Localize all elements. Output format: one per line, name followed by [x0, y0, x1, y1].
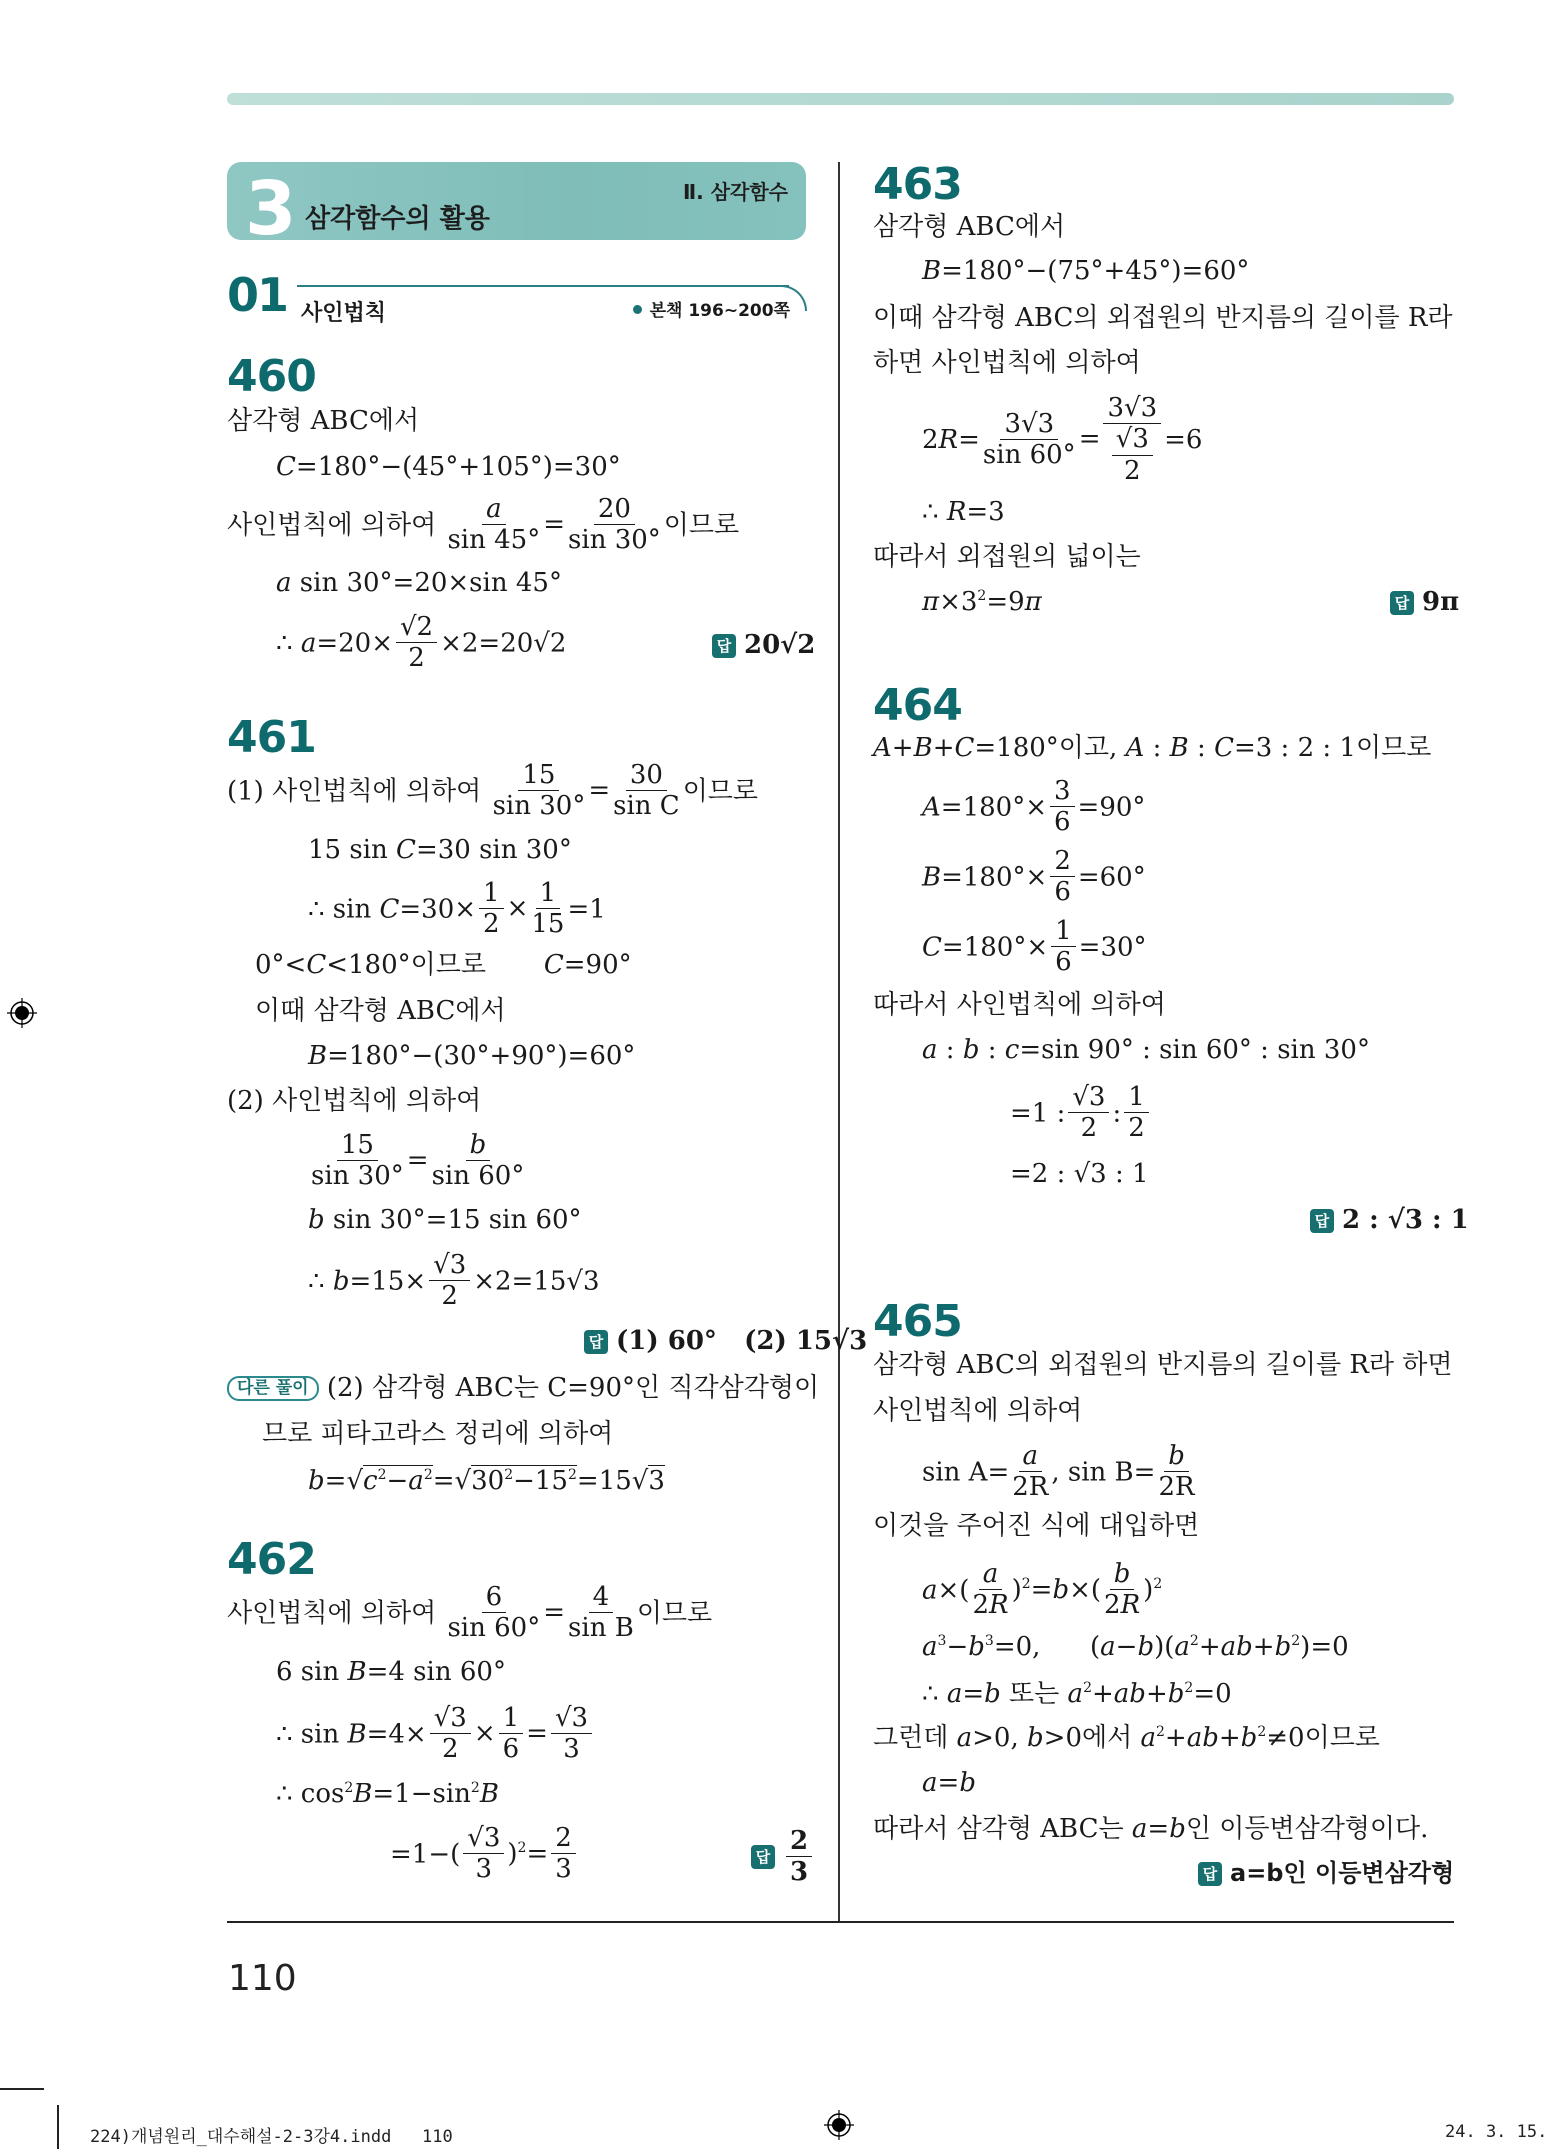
solution-line: 사인법칙에 의하여	[873, 1396, 1083, 1426]
answer-badge: 답	[1390, 591, 1414, 615]
solution-line: 삼각형 ABC에서	[227, 406, 420, 436]
solution-line: ∴ sin C=30× $\frac{1}{2}$ × $\frac{1}{15}$ =1	[308, 878, 606, 940]
solution-line: ∴ sin B=4× $\frac{√3}{2}$ × $\frac{1}{6}$ = $\frac{√3}{3}$	[276, 1705, 595, 1764]
section-rule	[297, 285, 789, 287]
solution-line: 15 sin C=30 sin 30°	[308, 835, 572, 865]
answer-badge: 답	[1198, 1862, 1222, 1886]
answer-464: 답 2 : √3 : 1	[1310, 1207, 1469, 1233]
problem-number-461: 461	[227, 712, 316, 763]
problem-number-464: 464	[873, 680, 962, 731]
chapter-title: 삼각함수의 활용	[305, 204, 490, 234]
solution-line: b sin 30°=15 sin 60°	[308, 1205, 582, 1235]
solution-line: 사인법칙에 의하여 $\frac{a}{\sin 45^\circ}$ = $\frac{20}{\sin 30^\circ}$ 이므로	[227, 494, 740, 556]
top-decorative-bar	[227, 93, 1454, 105]
solution-line: ∴ a=20× $\frac{√2}{2}$ ×2=20√2	[276, 612, 567, 674]
answer-463: 답 9π	[1390, 589, 1459, 615]
solution-line: $b=√c^2-a^2=√30^2-15^2=15√3$	[308, 1466, 665, 1496]
footer-date: 24. 3. 15.	[1445, 2122, 1548, 2142]
solution-line: (2) 사인법칙에 의하여	[227, 1086, 482, 1116]
part-label: Ⅱ. 삼각함수	[682, 180, 788, 204]
solution-line: ∴ b=15× $\frac{√3}{2}$ ×2=15√3	[308, 1250, 600, 1312]
solution-line: 이것을 주어진 식에 대입하면	[873, 1511, 1200, 1541]
section-number: 01	[227, 268, 288, 322]
crop-mark	[0, 2088, 44, 2090]
solution-line: 므로 피타고라스 정리에 의하여	[262, 1419, 614, 1449]
answer-badge: 답	[584, 1330, 608, 1354]
crop-mark	[57, 2105, 59, 2149]
page-number: 110	[228, 1958, 297, 1999]
answer-badge: 답	[712, 634, 736, 658]
solution-line: 삼각형 ABC의 외접원의 반지름의 길이를 R라 하면	[873, 1350, 1453, 1380]
solution-line: A+B+C=180°이고, A : B : C=3 : 2 : 1이므로	[873, 733, 1432, 763]
solution-line: 6 sin B=4 sin 60°	[276, 1657, 506, 1687]
problem-number-463: 463	[873, 159, 962, 210]
solution-line: ∴ R=3	[922, 497, 1005, 527]
solution-line: a×( $\frac{a}{2R}$ )$^2$=b×( $\frac{b}{2R}$ )$^2$	[922, 1559, 1163, 1621]
bullet-icon	[633, 305, 642, 314]
answer-462: 답 $\frac{2}{3}$	[751, 1828, 815, 1887]
registration-mark-icon	[7, 998, 37, 1028]
textbook-reference: 본책 196~200쪽	[633, 296, 790, 321]
bottom-rule	[227, 1921, 1454, 1923]
chapter-banner	[227, 162, 806, 240]
solution-line: ∴ $\cos^2B=1-\sin^2B$	[276, 1779, 499, 1809]
solution-line: $a^3-b^3=0$, $(a-b)(a^2+ab+b^2)=0$	[922, 1632, 1349, 1662]
alt-solution-badge: 다른 풀이	[227, 1376, 319, 1401]
solution-line: 이때 삼각형 ABC의 외접원의 반지름의 길이를 R라	[873, 303, 1453, 333]
solution-line: ∴ a=b 또는 $a^2+ab+b^2=0$	[922, 1679, 1232, 1709]
solution-line: B=180°× $\frac{2}{6}$ =60°	[922, 846, 1146, 908]
solution-line: 따라서 사인법칙에 의하여	[873, 990, 1166, 1020]
solution-line: =2 : √3 : 1	[1010, 1159, 1149, 1189]
problem-number-465: 465	[873, 1296, 962, 1347]
problem-number-460: 460	[227, 351, 316, 402]
solution-line: 그런데 a>0, b>0에서 $a^2+ab+b^2\ne 0$이므로	[873, 1723, 1380, 1753]
solution-line: 삼각형 ABC에서	[873, 212, 1066, 242]
answer-465: 답 a=b인 이등변삼각형	[1198, 1861, 1454, 1886]
solution-line: 따라서 외접원의 넓이는	[873, 542, 1141, 572]
registration-mark-icon	[824, 2110, 854, 2140]
section-header	[227, 268, 806, 332]
solution-line: 이때 삼각형 ABC에서	[255, 996, 506, 1026]
solution-line: sin A= $\frac{a}{2R}$ , sin B= $\frac{b}{2R}$	[922, 1441, 1195, 1503]
solution-line: A=180°× $\frac{3}{6}$ =90°	[922, 776, 1146, 838]
answer-badge: 답	[751, 1845, 775, 1869]
solution-line: 0°<C<180°이므로 C=90°	[255, 950, 632, 980]
alt-solution: 다른 풀이 (2) 삼각형 ABC는 C=90°인 직각삼각형이	[227, 1374, 819, 1401]
solution-line: $\pi\times 3^2=9\pi$	[922, 587, 1042, 617]
solution-line: (1) 사인법칙에 의하여 $\frac{15}{\sin 30^\circ}$ = $\frac{30}{\text{sin C}}$ 이므로	[227, 760, 759, 822]
column-divider	[838, 162, 840, 1922]
solution-line: a : b : c=sin 90° : sin 60° : sin 30°	[922, 1035, 1370, 1065]
solution-line: B=180°−(75°+45°)=60°	[922, 256, 1250, 286]
solution-line: 하면 사인법칙에 의하여	[873, 348, 1141, 378]
solution-line: 사인법칙에 의하여 $\frac{6}{\sin 60^\circ}$ = $\frac{4}{\text{sin B}}$ 이므로	[227, 1582, 713, 1644]
problem-number-462: 462	[227, 1534, 316, 1585]
footer-file-info: 224)개념원리_대수해설-2-3강4.indd 110	[90, 2127, 453, 2147]
solution-line: a=b	[922, 1768, 976, 1798]
answer-badge: 답	[1310, 1209, 1334, 1233]
solution-line: 2R= $\frac{3√3}{\sin 60^\circ}$ = $\frac{3√3}{\frac{√3}{2}}$ =6	[922, 393, 1203, 486]
solution-line: $\frac{15}{\sin 30^\circ}$ = $\frac{b}{\sin 60^\circ}$	[311, 1130, 525, 1192]
answer-461: 답 (1) 60° (2) 15√3	[584, 1328, 867, 1354]
solution-line: 따라서 삼각형 ABC는 a=b인 이등변삼각형이다.	[873, 1814, 1429, 1844]
section-title: 사인법칙	[301, 301, 387, 326]
solution-line: a sin 30°=20×sin 45°	[276, 568, 562, 598]
solution-line: C=180°−(45°+105°)=30°	[276, 452, 621, 482]
chapter-number: 3	[245, 166, 297, 240]
answer-460: 답 20√2	[712, 632, 815, 658]
solution-line: B=180°−(30°+90°)=60°	[308, 1041, 636, 1071]
solution-line: =1 : $\frac{√3}{2}$ : $\frac{1}{2}$	[1010, 1084, 1152, 1143]
solution-line: =1−( $\frac{√3}{3}$ )$^2$= $\frac{2}{3}$	[390, 1825, 579, 1884]
solution-line: C=180°× $\frac{1}{6}$ =30°	[922, 916, 1147, 978]
